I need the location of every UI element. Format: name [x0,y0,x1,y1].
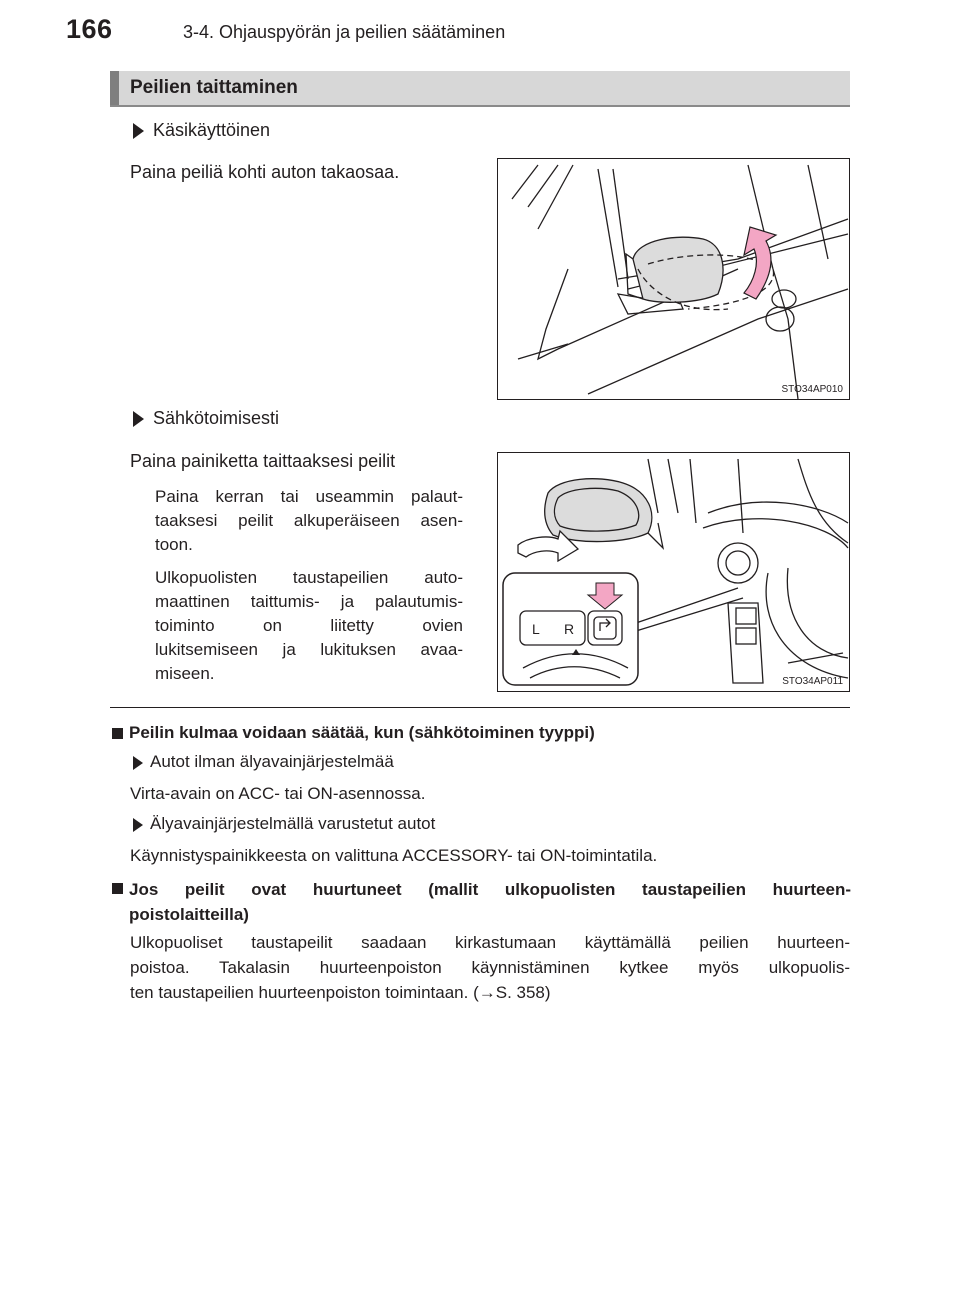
note-2-line: miseen. [155,664,215,683]
defog-text-line: poistoa. Takalasin huurteenpoiston käynnistäminen kytkee myös ulkopuolis- [130,958,850,977]
section-header [110,71,850,107]
switch-left-label: L [532,621,540,637]
bullet-triangle-icon [133,123,144,139]
bullet-triangle-icon [133,411,144,427]
note-1-line: taaksesi peilit alkuperäiseen asen- [155,511,463,530]
note-2-line: Ulkopuolisten taustapeilien auto- [155,568,463,587]
electric-note-1 [155,485,463,557]
manual-instruction: Paina peiliä kohti auton takaosaa. [130,162,400,182]
bullet-triangle-icon [133,818,143,832]
electric-switch-illustration [498,453,850,692]
page-number: 166 [66,14,113,44]
bullet-triangle-icon [133,756,143,770]
electric-fold-figure [497,452,850,692]
defog-text-line: Ulkopuoliset taustapeilit saadaan kirkastumaan käyttämällä peilien huurteen- [130,933,850,952]
electric-heading: Sähkötoimisesti [153,408,280,428]
section-divider [110,707,850,708]
electric-note-2 [155,566,463,686]
electric-instruction: Paina painiketta taittaaksesi peilit [130,451,396,471]
angle-case2-heading: Älyavainjärjestelmällä varustetut autot [150,814,436,833]
angle-note-title: Peilin kulmaa voidaan säätää, kun (sähkötoiminen tyyppi) [129,723,595,742]
manual-heading: Käsikäyttöinen [153,120,271,140]
defog-text-line: ten taustapeilien huurteenpoiston toimintaan. (→S. 358) [130,983,551,1002]
defog-note-title [129,877,851,927]
note-2-line: lukitsemiseen ja lukituksen avaa- [155,640,463,659]
note-1-line: toon. [155,535,193,554]
note-2-line: maattinen taittumis- ja palautumis- [155,592,463,611]
angle-case1-text: Virta-avain on ACC- tai ON-asennossa. [130,784,426,803]
manual-fold-figure [497,158,850,400]
figure-code: STO34AP010 [781,384,843,395]
switch-right-label: R [564,621,575,637]
defog-title-line: Jos peilit ovat huurtuneet (mallit ulkopuolisten taustapeilien huurteen- [129,880,851,899]
angle-case1-heading: Autot ilman älyavainjärjestelmää [150,752,394,771]
note-1-line: Paina kerran tai useammin palaut- [155,487,463,506]
manual-mirror-illustration [498,159,850,400]
figure-code: STO34AP011 [782,676,843,687]
angle-case2-text: Käynnistyspainikkeesta on valittuna ACCESSORY- tai ON-toimintatila. [130,846,658,865]
defog-note-text [130,930,850,1005]
section-header-bar [110,71,119,105]
chapter-title: 3-4. Ohjauspyörän ja peilien säätäminen [183,22,506,42]
section-title: Peilien taittaminen [130,77,298,98]
note-square-icon [112,728,123,739]
defog-title-line: poistolaitteilla) [129,905,249,924]
fold-direction-arrow-icon [744,227,776,299]
note-2-line: toiminto on liitetty ovien [155,616,463,635]
note-square-icon [112,883,123,894]
